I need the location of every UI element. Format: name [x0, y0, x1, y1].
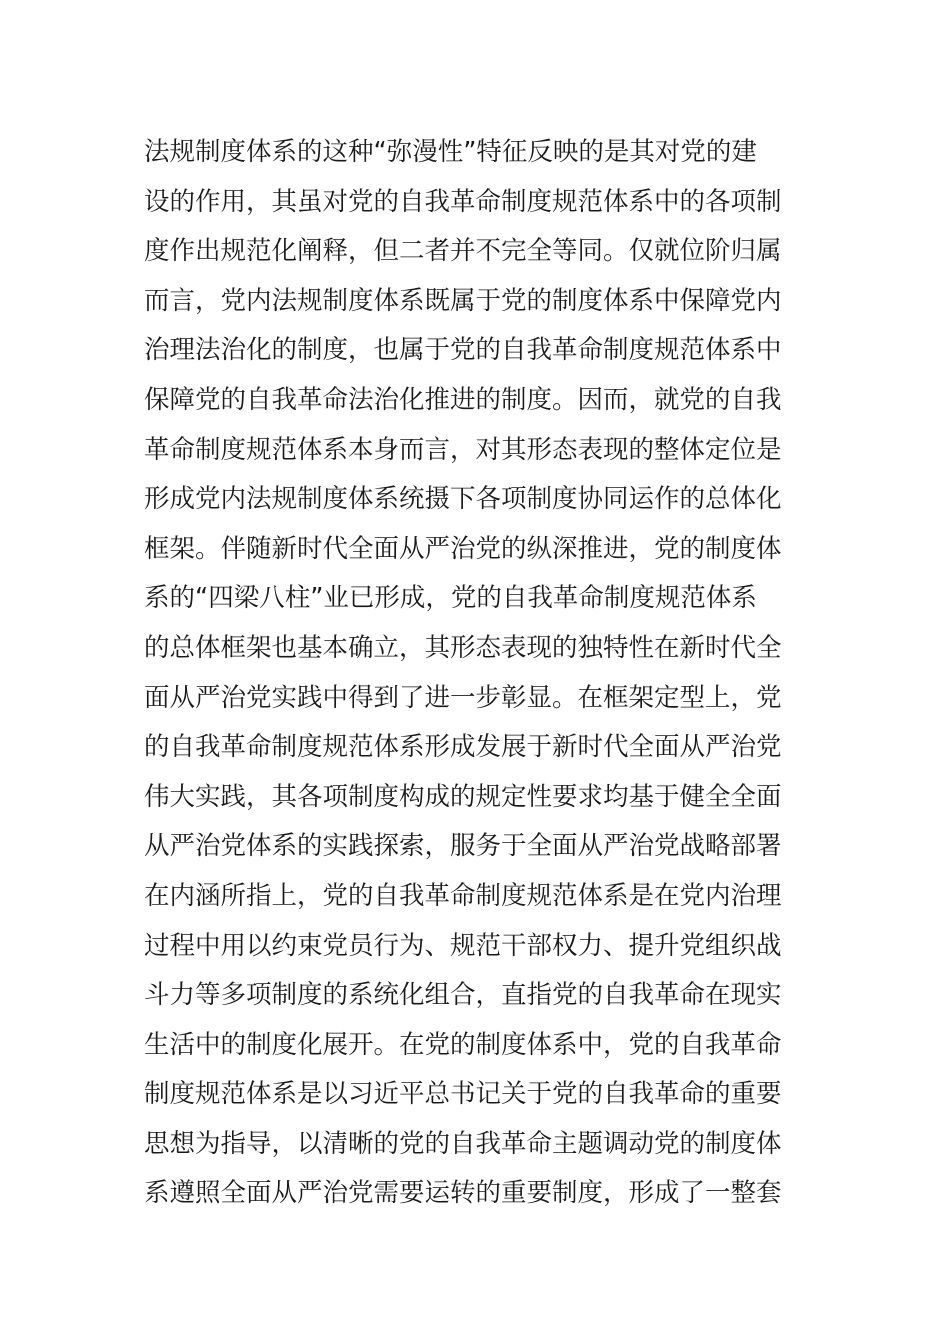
text-line: 系遵照全面从严治党需要运转的重要制度，形成了一整套	[144, 1178, 782, 1209]
text-line: 法规制度体系的这种“弥漫性”特征反映的是其对党的建	[144, 137, 757, 167]
text-line: 面从严治党实践中得到了进一步彰显。在框架定型上，党	[144, 682, 782, 713]
text-line: 而言，党内法规制度体系既属于党的制度体系中保障党内	[144, 285, 782, 316]
text-line: 斗力等多项制度的系统化组合，直指党的自我革命在现实	[144, 980, 782, 1011]
text-line: 伟大实践，其各项制度构成的规定性要求均基于健全全面	[144, 781, 782, 812]
text-line: 保障党的自我革命法治化推进的制度。因而，就党的自我	[144, 384, 782, 415]
body-paragraph	[144, 128, 814, 1219]
text-line: 度作出规范化阐释，但二者并不完全等同。仅就位阶归属	[144, 236, 782, 267]
text-line: 设的作用，其虽对党的自我革命制度规范体系中的各项制	[144, 186, 782, 217]
text-line: 治理法治化的制度，也属于党的自我革命制度规范体系中	[144, 335, 782, 366]
text-line: 生活中的制度化展开。在党的制度体系中，党的自我革命	[144, 1029, 782, 1060]
text-line: 形成党内法规制度体系统摄下各项制度协同运作的总体化	[144, 484, 782, 515]
text-line: 思想为指导，以清晰的党的自我革命主题调动党的制度体	[144, 1128, 782, 1159]
text-line: 过程中用以约束党员行为、规范干部权力、提升党组织战	[144, 930, 782, 961]
text-line: 革命制度规范体系本身而言，对其形态表现的整体定位是	[144, 434, 782, 465]
text-line: 在内涵所指上，党的自我革命制度规范体系是在党内治理	[144, 880, 782, 911]
text-line: 的自我革命制度规范体系形成发展于新时代全面从严治党	[144, 732, 782, 763]
text-line: 框架。伴随新时代全面从严治党的纵深推进，党的制度体	[144, 533, 782, 564]
text-line: 系的“四梁八柱”业已形成，党的自我革命制度规范体系	[144, 583, 757, 614]
text-line: 的总体框架也基本确立，其形态表现的独特性在新时代全	[144, 632, 782, 663]
text-line: 从严治党体系的实践探索，服务于全面从严治党战略部署	[144, 831, 782, 862]
text-line: 制度规范体系是以习近平总书记关于党的自我革命的重要	[144, 1079, 782, 1110]
